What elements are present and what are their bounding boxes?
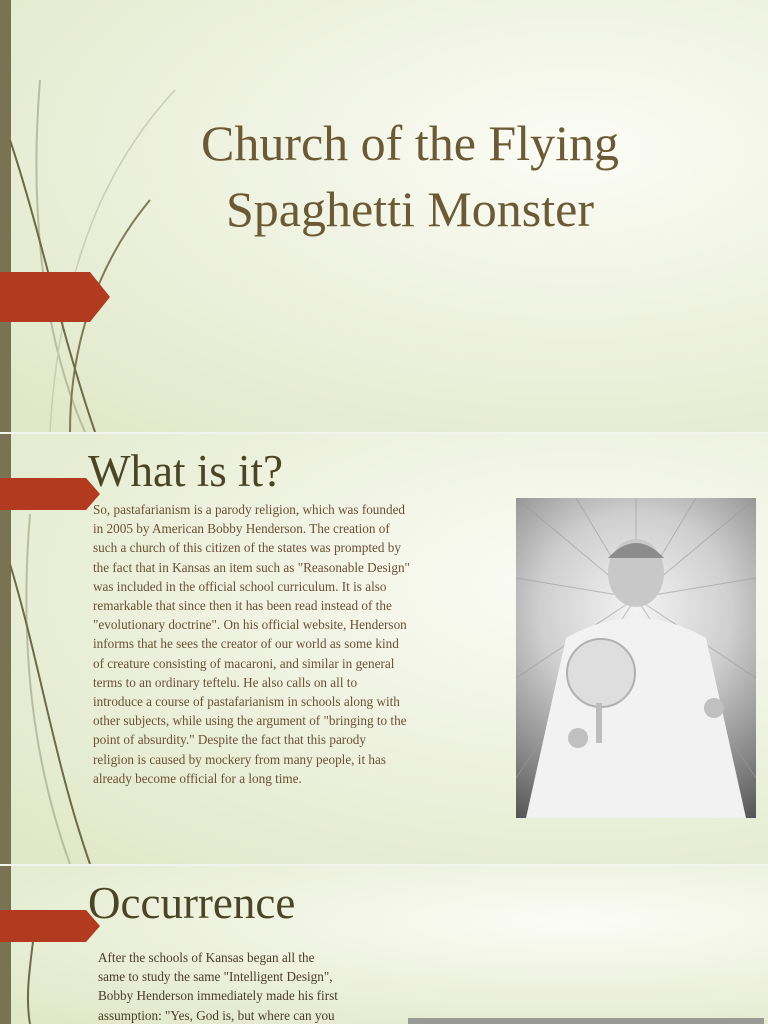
body-text [98,948,398,1024]
text-line: terms to an ordinary teftelu. He also calls on all to [93,674,358,690]
text-line: point of absurdity." Despite the fact that this parody [93,732,366,748]
text-line: Bobby Henderson immediately made his first [98,988,338,1004]
accent-tab [0,910,100,942]
text-line: religion is caused by mockery from many people, it has [93,751,386,767]
text-line: other subjects, while using the argument of "bringing to the [93,713,407,729]
text-line: remarkable that since then it has been read instead of the [93,598,392,614]
section-heading: Occurrence [88,878,296,928]
text-line: same to study the same "Intelligent Design", [98,969,333,985]
bobby-henderson-photo [516,498,756,818]
decorative-swoosh [0,866,80,1024]
text-line: was included in the official school curriculum. It is also [93,578,387,594]
accent-tab [0,272,110,322]
title-line-1: Church of the Flying [200,115,620,171]
text-line: So, pastafarianism is a parody religion, which was founded [93,502,406,517]
title-line-2: Spaghetti Monster [225,181,595,237]
page-title [130,110,690,242]
text-line: "evolutionary doctrine". On his official website, Henderson [93,617,407,633]
text-line: of creature consisting of macaroni, and similar in general [93,655,395,671]
text-line: informs that he sees the creator of our world as some kind [93,636,399,652]
slide-photo-partial [408,1018,764,1024]
text-line: such a church of this citizen of the states was prompted by [93,540,401,556]
text-line: the fact that in Kansas an item such as "Reasonable Design" [93,559,410,575]
text-line: assumption: "Yes, God is, but where can you [98,1007,335,1023]
body-text [93,500,485,788]
accent-tab [0,478,100,510]
section-heading: What is it? [88,446,283,496]
text-line: After the schools of Kansas began all the [98,950,315,965]
title-slide [0,0,768,432]
occurrence-slide [0,866,768,1024]
text-line: already become official for a long time. [93,770,302,786]
what-is-it-slide [0,434,768,864]
text-line: introduce a course of pastafarianism in schools along with [93,694,400,710]
text-line: in 2005 by American Bobby Henderson. The creation of [93,521,390,537]
